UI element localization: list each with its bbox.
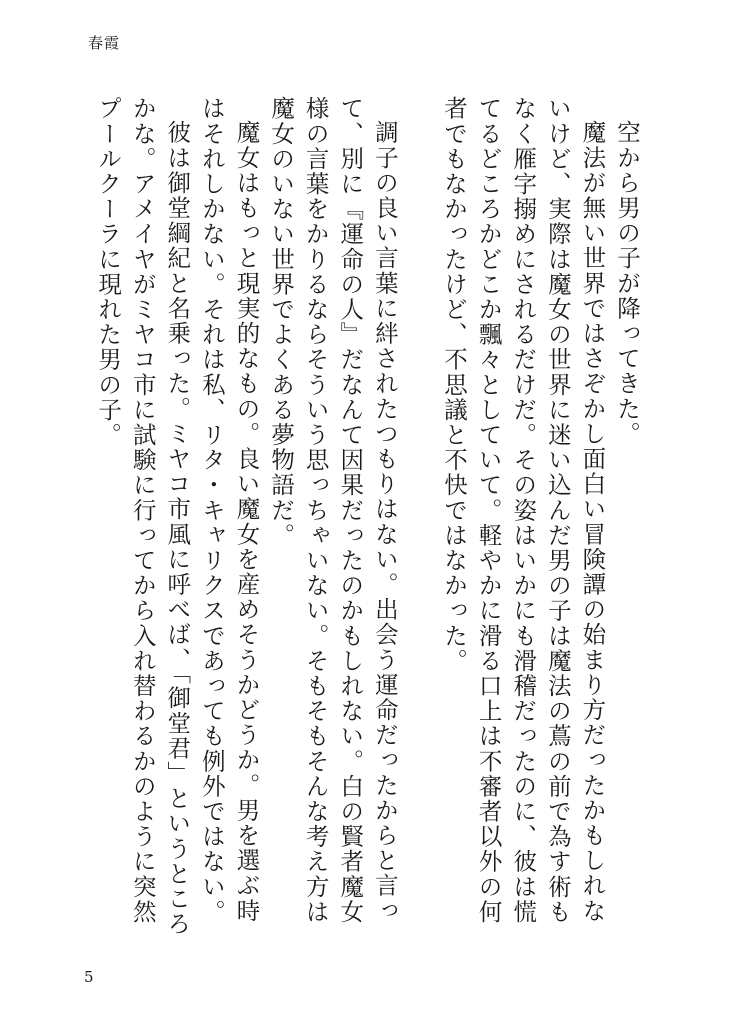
paragraph-4: 魔女はもっと現実的なもの。良い魔女を産めそうかどうか。男を選ぶ時はそれしかない。それは私、リタ・キャリクスであっても例外ではない。 bbox=[197, 96, 261, 925]
paragraph-1: 空から男の子が降ってきた。 bbox=[613, 119, 641, 446]
paragraph-5: 彼は御堂綱紀と名乗った。ミヤコ市風に呼べば、「御堂君」というところかな。アメイヤがミヤコ市に試験に行ってから入れ替わるかのように突然プールクーラに現れた男の子。 bbox=[94, 96, 192, 937]
paragraph-3: 調子の良い言葉に絆されたつもりはない。出会う運命だったからと言って、別に『運命の人』だなんて因果だったのかもしれない。白の賢者魔女様の言葉をかりるならそういう思っちゃいない。そもそもそんな考え方は魔女のいない世界でよくある夢物語だ。 bbox=[267, 96, 399, 925]
vertical-text-body bbox=[56, 96, 644, 946]
running-header: 春霞 bbox=[88, 34, 121, 52]
page-number: 5 bbox=[84, 968, 94, 986]
paragraph-2: 魔法が無い世界ではさぞかし面白い冒険譚の始まり方だったかもしれないけど、実際は魔女の世界に迷い込んだ男の子は魔法の蔦の前で為す術もなく雁字搦めにされるだけだ。その姿はいかにも滑稽だったのに、彼は慌てるどころかどこか飄々としていて。軽やかに滑る口上は不審者以外の何者でもなかったけど、不思議と不快ではなかった。 bbox=[440, 96, 607, 925]
